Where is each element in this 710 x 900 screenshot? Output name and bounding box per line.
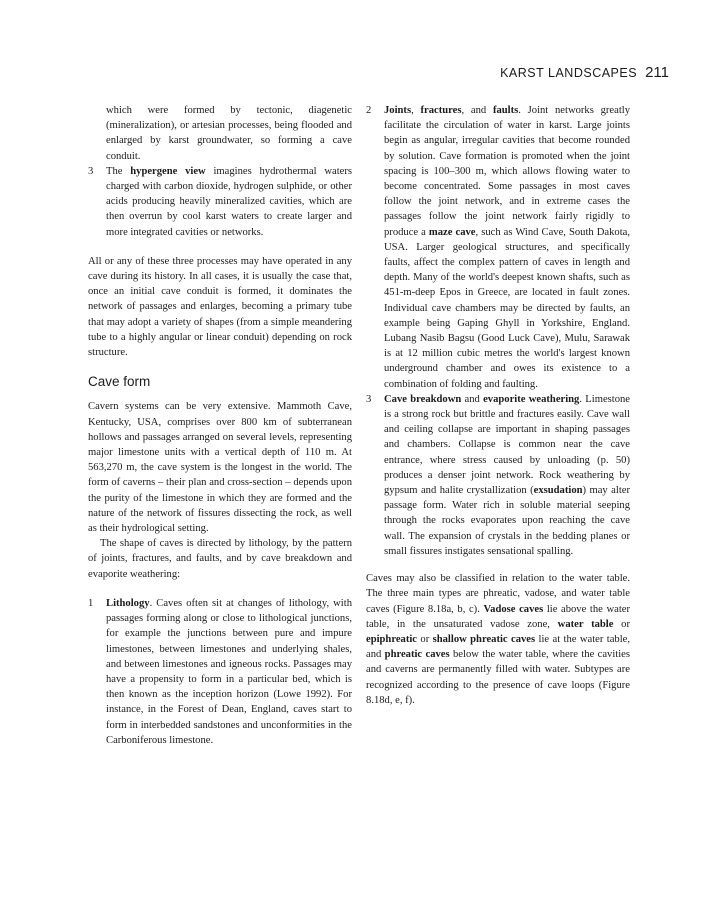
text-run: lie at the water table, and — [366, 633, 631, 661]
list-item-continuation: which were formed by tectonic, diagenetic (mineralization), or artesian processes, being flooded and enlarged by karst groundwater, so forming a cave conduit. — [106, 105, 352, 162]
text-run: imagines hydrothermal waters charged with carbon dioxide, hydrogen sulphide, or other acids producing heavily mineralized cavities, which are then overrun by cool karst waters to create larger and more integrated cavities or networks. — [106, 165, 352, 238]
chapter-title: KARST LANDSCAPES — [500, 66, 638, 80]
bold-term: fractures — [420, 105, 462, 116]
list-number: 3 — [88, 165, 94, 177]
paragraph: The shape of caves is directed by lithology, by the pattern of joints, fractures, and faults, and by cave breakdown and evaporite weathering: — [88, 538, 352, 580]
page-number: 211 — [645, 64, 669, 81]
bold-term: Vadose caves — [483, 603, 544, 615]
paragraph: Cavern systems can be very extensive. Mammoth Cave, Kentucky, USA, comprises over 800 km of subterranean hollows and passages arranged on several levels, representing major limestone units with a vertical depth of 110 m. At 563,270 m, the cave system is the longest in the world. The form of caverns – their plan and cross-section – depends upon the purity of the limestone in which they are formed and the nature of the network of fissures dissecting the rock, as well as their hydrological setting. — [88, 401, 352, 535]
bold-term: phreatic caves — [384, 649, 450, 661]
right-column — [366, 103, 630, 708]
list-number: 2 — [366, 105, 372, 116]
text-run: and — [461, 393, 484, 405]
text-run: below the water table, where the cavities and caverns are permanently filled with water. Subtypes are recognized according to the presence of cave loops (Figure 8.18d, e, f). — [366, 649, 630, 706]
section-heading: Cave form — [88, 374, 151, 390]
bold-term: Joints — [384, 105, 412, 116]
bold-term: water table — [557, 618, 614, 630]
text-run: . Joint networks greatly facilitate the circulation of water in karst. Large joints begin as angular, irregular cavities that become rounded by solution. Cave formation is promoted when the joint spacing is 100–300 m, which allows flowing water to become concentrated. Some passages in most caves follow the joint network, and in extreme cases the passages follow the joint network fairly rigidly to produce a — [384, 105, 631, 238]
bold-term: evaporite weathering — [483, 393, 580, 405]
bold-term: shallow phreatic caves — [432, 633, 536, 645]
text-run: The — [106, 165, 131, 177]
text-run: Caves may also be classified in relation to the water table. The three main types are phreatic, vadose, and water table caves (Figure 8.18a, b, c). — [366, 573, 630, 615]
list-item-hypergene — [88, 164, 352, 240]
text-run: , — [411, 105, 421, 116]
paragraph-classification — [366, 571, 630, 708]
text-run: , such as Wind Cave, South Dakota, USA. Larger geological structures, and specifically faults, affect the complex pattern of caves in length and depth. Many of the world's deepest known shafts, such as 451-m-deep Epos in Greece, are located in fault zones. Individual cave chambers may be directed by faults, an example being Gaping Ghyll in Yorkshire, England. Lubang Nasib Bagsu (Good Luck Cave), Mulu, Sarawak is at 12 million cubic metres the world's largest known underground chamber and owes its existence to a combination of folding and faulting. — [384, 226, 630, 390]
bold-term: faults — [492, 105, 519, 116]
list-item-breakdown — [366, 392, 630, 559]
list-number: 1 — [88, 597, 94, 609]
bold-term: exsudation — [533, 485, 583, 497]
list-item-lithology — [88, 596, 352, 748]
bold-term: maze cave — [428, 226, 476, 238]
left-column — [88, 103, 352, 748]
bold-term: Cave breakdown — [384, 393, 462, 405]
running-head — [60, 64, 669, 82]
text-run: or — [613, 618, 631, 630]
text-run: , and — [461, 105, 493, 116]
list-item-joints — [366, 103, 630, 392]
bold-term: hypergene view — [130, 165, 206, 177]
text-run: ) may alter passage form. Water rich in soluble material seeping through the rocks evaporates upon reaching the cave wall. The expansion of crystals in the bedding planes or small fissures instigates sensational spalling. — [384, 485, 630, 557]
text-run: . Limestone is a strong rock but brittle and fractures easily. Cave wall and ceiling collapse are important in shaping passages and chambers. Collapse is common near the cave entrance, where stress caused by unloading (p. 50) produces a denser joint network. Rock weathering by gypsum and halite crystallization ( — [384, 393, 631, 497]
bold-term: Lithology — [106, 597, 150, 609]
text-run: . Caves often sit at changes of lithology, with passages forming along or close to lithological junctions, for example the junctions between pure and impure limestones, between limestones and underlying shales, and between limestones and igneous rocks. Passages may have a propensity to form in a particular bed, which is then known as the inception horizon (Lowe 1992). For instance, in the Forest of Dean, England, caves start to form in interbedded sandstones and unconformities in the Carboniferous limestone. — [106, 597, 352, 746]
text-run: lie above the water table, in the unsaturated vadose zone, — [366, 603, 630, 630]
list-number: 3 — [366, 393, 372, 405]
text-run: or — [417, 633, 433, 645]
bold-term: epiphreatic — [366, 633, 418, 645]
paragraph: All or any of these three processes may have operated in any cave during its history. In all cases, it is usually the case that, once an initial cave conduit is formed, it dominates the network of passages and enlarges, becoming a primary tube that may adopt a variety of shapes (from a simple meandering tube to a highly angular or linear conduit) depending on rock structure. — [88, 255, 352, 359]
